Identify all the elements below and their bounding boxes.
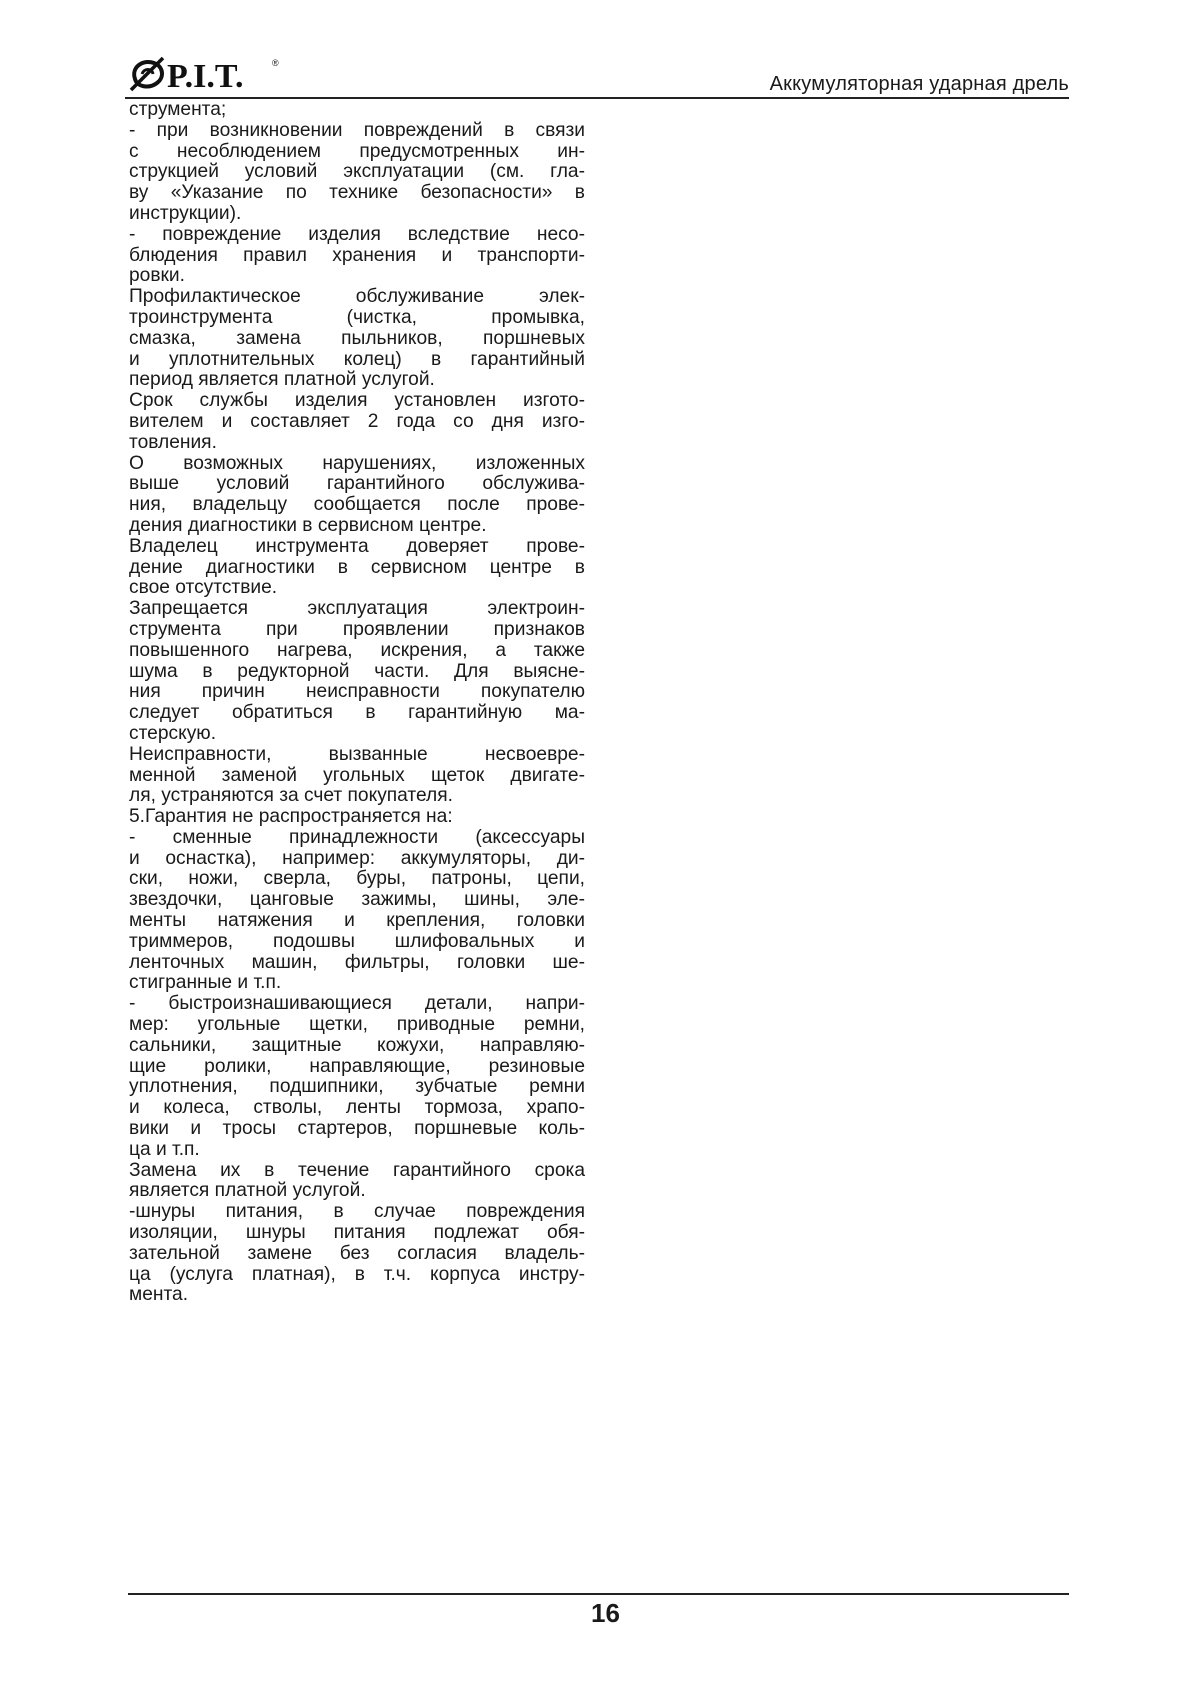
pit-logo-wordmark: P.I.T. xyxy=(167,58,244,95)
text-line: Неисправности, вызванные несвоевре- xyxy=(129,743,585,765)
text-line: следует обратиться в гарантийную ма- xyxy=(129,702,585,724)
text-line: Владелец инструмента доверяет прове- xyxy=(129,535,585,557)
text-line: менной заменой угольных щеток двигате- xyxy=(129,764,585,786)
text-line: Запрещается эксплуатация электроин- xyxy=(129,598,585,620)
text-line: с несоблюдением предусмотренных ин- xyxy=(129,140,585,162)
text-line: звездочки, цанговые зажимы, шины, эле- xyxy=(129,889,585,911)
text-line: Профилактическое обслуживание элек- xyxy=(129,286,585,308)
text-line: инструкции). xyxy=(129,202,242,224)
text-line: и колеса, стволы, ленты тормоза, храпо- xyxy=(129,1097,585,1119)
text-line: товления. xyxy=(129,431,217,453)
text-line: ски, ножи, сверла, буры, патроны, цепи, xyxy=(129,868,585,890)
text-line: ния, владельцу сообщается после прове- xyxy=(129,494,585,516)
text-line: - при возникновении повреждений в связи xyxy=(129,119,585,141)
text-line: струмента при проявлении признаков xyxy=(129,618,585,640)
text-line: и уплотнительных колец) в гарантийный xyxy=(129,348,585,370)
text-line: зательной замене без согласия владель- xyxy=(129,1242,585,1264)
text-line: щие ролики, направляющие, резиновые xyxy=(129,1055,585,1077)
text-line: изоляции, шнуры питания подлежат обя- xyxy=(129,1222,585,1244)
text-line: вителем и составляет 2 года со дня изго- xyxy=(129,410,585,432)
text-line: дения диагностики в сервисном центре. xyxy=(129,514,487,536)
text-line: и оснастка), например: аккумуляторы, ди- xyxy=(129,847,585,869)
footer-divider xyxy=(128,1593,1069,1595)
text-line: блюдения правил хранения и транспорти- xyxy=(129,244,585,266)
text-line: повышенного нагрева, искрения, а также xyxy=(129,639,585,661)
warranty-text-column xyxy=(129,100,585,1306)
text-line: струмента; xyxy=(129,99,227,120)
text-line: вики и тросы стартеров, поршневые коль- xyxy=(129,1118,585,1140)
text-line: 5.Гарантия не распространяется на: xyxy=(129,806,453,828)
text-line: ровки. xyxy=(129,265,185,287)
text-line: уплотнения, подшипники, зубчатые ремни xyxy=(129,1076,585,1098)
text-line: смазка, замена пыльников, поршневых xyxy=(129,327,585,349)
text-line: мента. xyxy=(129,1284,189,1306)
page-number: 16 xyxy=(591,1598,620,1628)
text-line: ля, устраняются за счет покупателя. xyxy=(129,785,453,807)
text-line: мер: угольные щетки, приводные ремни, xyxy=(129,1014,585,1036)
pit-logo xyxy=(125,52,285,96)
text-line: дение диагностики в сервисном центре в xyxy=(129,556,585,578)
text-line: ца (услуга платная), в т.ч. корпуса инстру- xyxy=(129,1263,585,1285)
text-line: стигранные и т.п. xyxy=(129,972,282,994)
document-title: Аккумуляторная ударная дрель xyxy=(769,73,1069,95)
text-line: ленточных машин, фильтры, головки ше- xyxy=(129,951,585,973)
text-line: ца и т.п. xyxy=(129,1138,200,1160)
text-line: О возможных нарушениях, изложенных xyxy=(129,452,585,474)
text-line: триммеров, подошвы шлифовальных и xyxy=(129,930,585,952)
text-line: является платной услугой. xyxy=(129,1180,366,1202)
text-line: шума в редукторной части. Для выясне- xyxy=(129,660,585,682)
text-line: -шнуры питания, в случае повреждения xyxy=(129,1201,585,1223)
pit-logo-emblem-icon xyxy=(131,58,163,90)
text-line: период является платной услугой. xyxy=(129,369,435,391)
text-line: ния причин неисправности покупателю xyxy=(129,681,585,703)
registered-mark: ® xyxy=(272,58,279,68)
text-line: Замена их в течение гарантийного срока xyxy=(129,1159,585,1181)
text-line: свое отсутствие. xyxy=(129,577,278,599)
text-line: - быстроизнашивающиеся детали, напри- xyxy=(129,993,585,1015)
text-line: струкцией условий эксплуатации (см. гла- xyxy=(129,161,585,183)
text-line: ву «Указание по технике безопасности» в xyxy=(129,182,585,204)
header-divider xyxy=(125,97,1069,99)
text-line: менты натяжения и крепления, головки xyxy=(129,910,585,932)
text-line: выше условий гарантийного обслужива- xyxy=(129,473,585,495)
text-line: Срок службы изделия установлен изгото- xyxy=(129,390,585,412)
text-line: сальники, защитные кожухи, направляю- xyxy=(129,1034,585,1056)
text-line: - сменные принадлежности (аксессуары xyxy=(129,826,585,848)
text-line: троинструмента (чистка, промывка, xyxy=(129,306,585,328)
text-line: стерскую. xyxy=(129,722,217,744)
text-line: - повреждение изделия вследствие несо- xyxy=(129,223,585,245)
